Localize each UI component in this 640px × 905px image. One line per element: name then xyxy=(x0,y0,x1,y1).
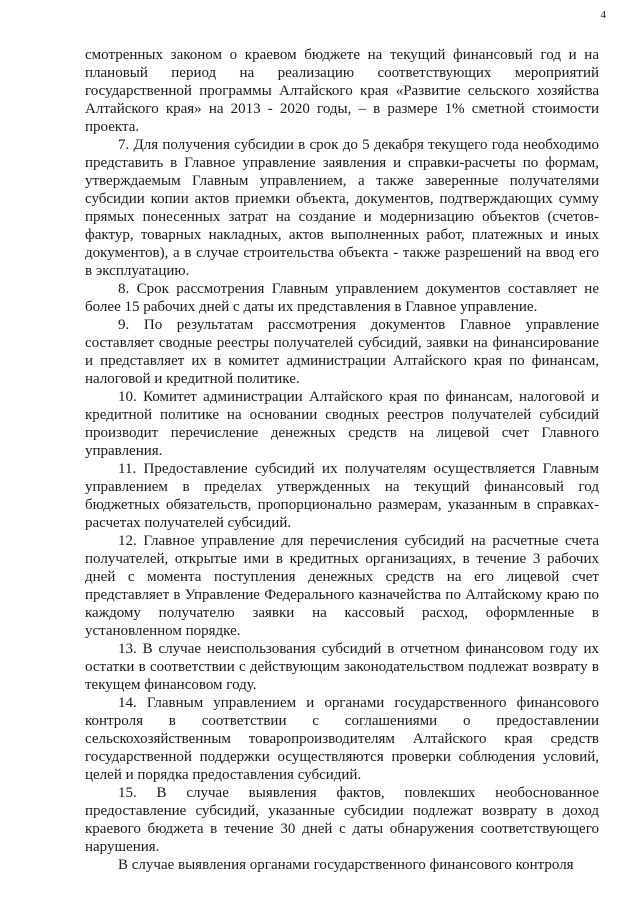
paragraph-item-12: 12. Главное управление для перечисления субсидий на расчетные счета получателей, открытые ими в кредитных организациях, в течение 3 рабочих дней с момента поступления денежных средств на его лицевой счет представляет в Управление Федерального казначейства по Алтайскому краю по каждому получателю заявки на кассовый расход, оформленные в установленном порядке. xyxy=(85,533,599,639)
paragraph-item-15-continuation: В случае выявления органами государственного финансового контроля xyxy=(118,857,574,873)
paragraph-item-7: 7. Для получения субсидии в срок до 5 декабря текущего года необходимо представить в Главное управление заявления и справки-расчеты по формам, утверждаемым Главным управлением, а также заверенные получателями субсидии копии актов приемки объекта, документов, подтверждающих сумму прямых понесенных затрат на создание и модернизацию объектов (счетов-фактур, товарных накладных, актов выполненных работ, платежных и иных документов), а в случае строительства объекта - также разрешений на ввод его в эксплуатацию. xyxy=(85,137,599,279)
paragraph-item-11: 11. Предоставление субсидий их получателям осуществляется Главным управлением в пределах утвержденных на текущий финансовый год бюджетных обязательств, пропорционально размерам, указанным в справках-расчетах получателей субсидий. xyxy=(85,461,599,531)
paragraph-item-15: 15. В случае выявления фактов, повлекших необоснованное предоставление субсидий, указанные субсидии подлежат возврату в доход краевого бюджета в течение 30 дней с даты обнаружения соответствующего нарушения. xyxy=(85,785,599,855)
paragraph-item-9: 9. По результатам рассмотрения документов Главное управление составляет сводные реестры получателей субсидий, заявки на финансирование и представляет их в комитет администрации Алтайского края по финансам, налоговой и кредитной политике. xyxy=(85,317,599,387)
paragraph-item-13: 13. В случае неиспользования субсидий в отчетном финансовом году их остатки в соответствии с действующим законодательством подлежат возврату в текущем финансовом году. xyxy=(85,641,599,693)
paragraph-item-14: 14. Главным управлением и органами государственного финансового контроля в соответствии с соглашениями о предоставлении сельскохозяйственным товаропроизводителям Алтайского края средств государственной поддержки осуществляются проверки соблюдения условий, целей и порядка предоставления субсидий. xyxy=(85,695,599,783)
paragraph-item-10: 10. Комитет администрации Алтайского края по финансам, налоговой и кредитной политике на основании сводных реестров получателей субсидий производит перечисление денежных средств на лицевой счет Главного управления. xyxy=(85,389,599,459)
document-body xyxy=(85,46,599,874)
page-number: 4 xyxy=(600,9,606,21)
paragraph-item-8: 8. Срок рассмотрения Главным управлением документов составляет не более 15 рабочих дней с даты их представления в Главное управление. xyxy=(85,281,599,315)
paragraph-continuation: смотренных законом о краевом бюджете на текущий финансовый год и на плановый период на реализацию соответствующих мероприятий государственной программы Алтайского края «Развитие сельского хозяйства Алтайского края» на 2013 - 2020 годы, – в размере 1% сметной стоимости проекта. xyxy=(85,47,599,135)
